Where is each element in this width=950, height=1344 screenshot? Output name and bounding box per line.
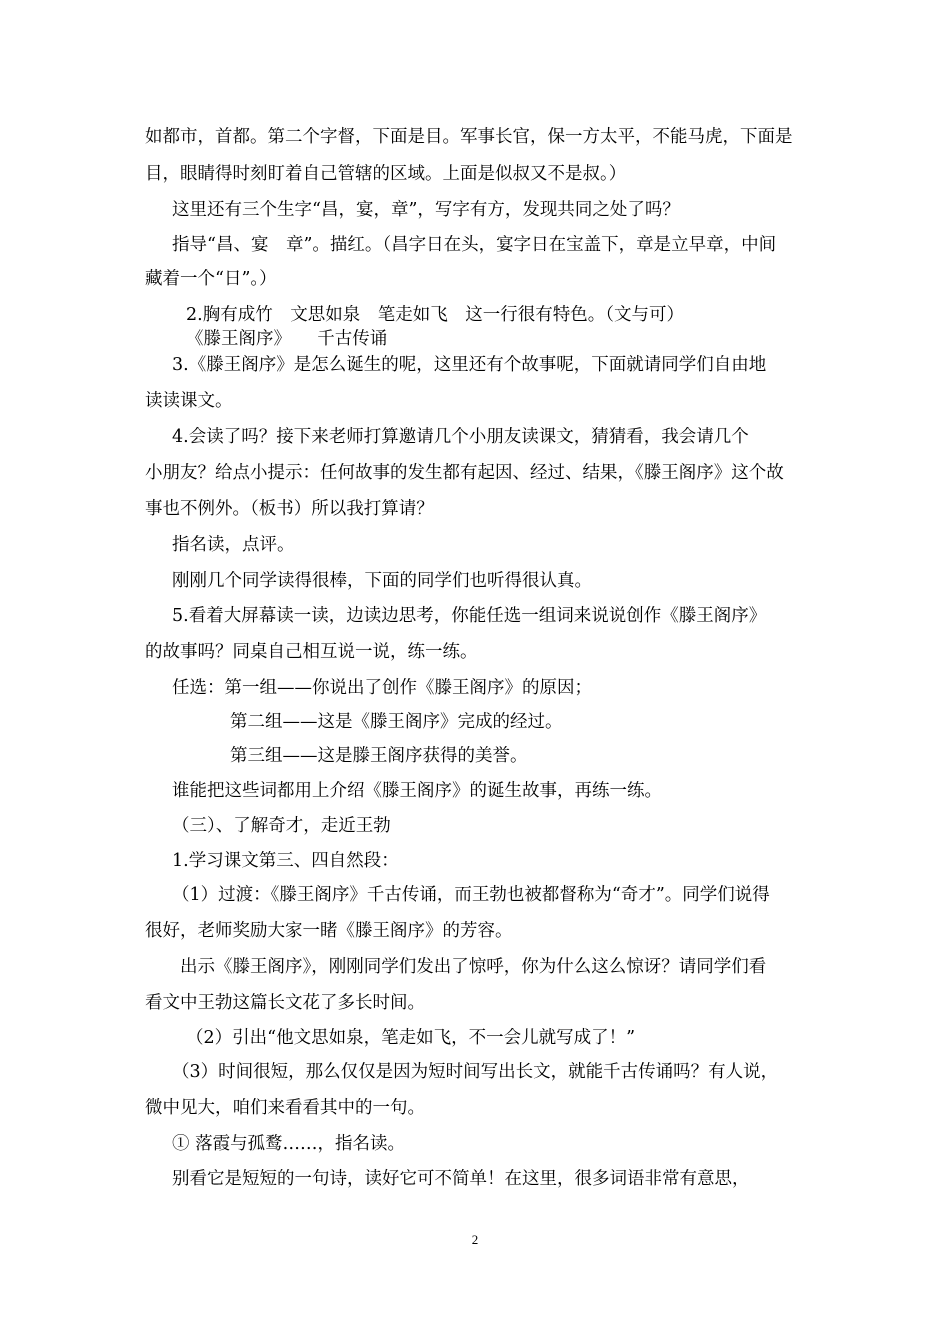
page-number: 2 [471,1232,479,1247]
text-line: 1.学习课文第三、四自然段： [172,851,399,871]
text-line: 很好，老师奖励大家一睹《滕王阁序》的芳容。 [145,921,513,941]
text-line: 如都市，首都。第二个字督，下面是目。军事长官，保一方太平，不能马虎，下面是 [145,127,793,147]
text-line: 目，眼睛得时刻盯着自己管辖的区域。上面是似叔又不是叔。） [145,164,627,184]
text-line: 刚刚几个同学读得很棒，下面的同学们也听得很认真。 [172,571,592,591]
section-heading: （三）、了解奇才，走近王勃 [172,816,391,836]
text-line: 指导“昌、宴 章”。描红。（昌字日在头，宴字日在宝盖下，章是立早章，中间 [172,235,777,255]
text-line: 4.会读了吗？接下来老师打算邀请几个小朋友读课文，猜猜看，我会请几个 [172,427,749,447]
text-line: （2）引出“他文思如泉，笔走如飞，不一会儿就写成了！” [186,1028,636,1048]
text-line: 看文中王勃这篇长文花了多长时间。 [145,993,425,1013]
text-line: 《滕王阁序》 千古传诵 [186,329,388,349]
text-line: 读读课文。 [145,391,233,411]
text-line: 事也不例外。（板书）所以我打算请？ [145,499,434,519]
text-line: 出示《滕王阁序》，刚刚同学们发出了惊呼，你为什么这么惊讶？请同学们看 [180,957,767,977]
text-line: （3）时间很短，那么仅仅是因为短时间写出长文，就能千古传诵吗？有人说， [172,1062,779,1082]
text-line: （1）过渡：《滕王阁序》千古传诵，而王勃也被都督称为“奇才”。同学们说得 [172,885,770,905]
text-line: 藏着一个“日”。） [145,269,277,289]
text-line: 第二组——这是《滕王阁序》完成的经过。 [230,712,563,732]
text-line: 指名读，点评。 [172,535,295,555]
text-line: 任选：第一组——你说出了创作《滕王阁序》的原因； [172,678,592,698]
text-line: 微中见大，咱们来看看其中的一句。 [145,1098,425,1118]
text-line: ① 落霞与孤鹜……，指名读。 [172,1134,406,1154]
text-line: 小朋友？给点小提示：任何故事的发生都有起因、经过、结果，《滕王阁序》这个故 [145,463,784,483]
text-line: 这里还有三个生字“昌，宴，章”，写字有方，发现共同之处了吗？ [172,200,680,220]
text-line: 别看它是短短的一句诗，读好它可不简单！在这里，很多词语非常有意思， [172,1169,750,1189]
text-line: 2.胸有成竹 文思如泉 笔走如飞 这一行很有特色。（文与可） [186,305,684,325]
text-line: 5.看着大屏幕读一读，边读边思考，你能任选一组词来说说创作《滕王阁序》 [172,606,767,626]
text-line: 的故事吗？同桌自己相互说一说，练一练。 [145,642,478,662]
text-line: 3.《滕王阁序》是怎么诞生的呢，这里还有个故事呢，下面就请同学们自由地 [172,355,767,375]
text-line: 第三组——这是滕王阁序获得的美誉。 [230,746,528,766]
text-line: 谁能把这些词都用上介绍《滕王阁序》的诞生故事，再练一练。 [172,781,662,801]
